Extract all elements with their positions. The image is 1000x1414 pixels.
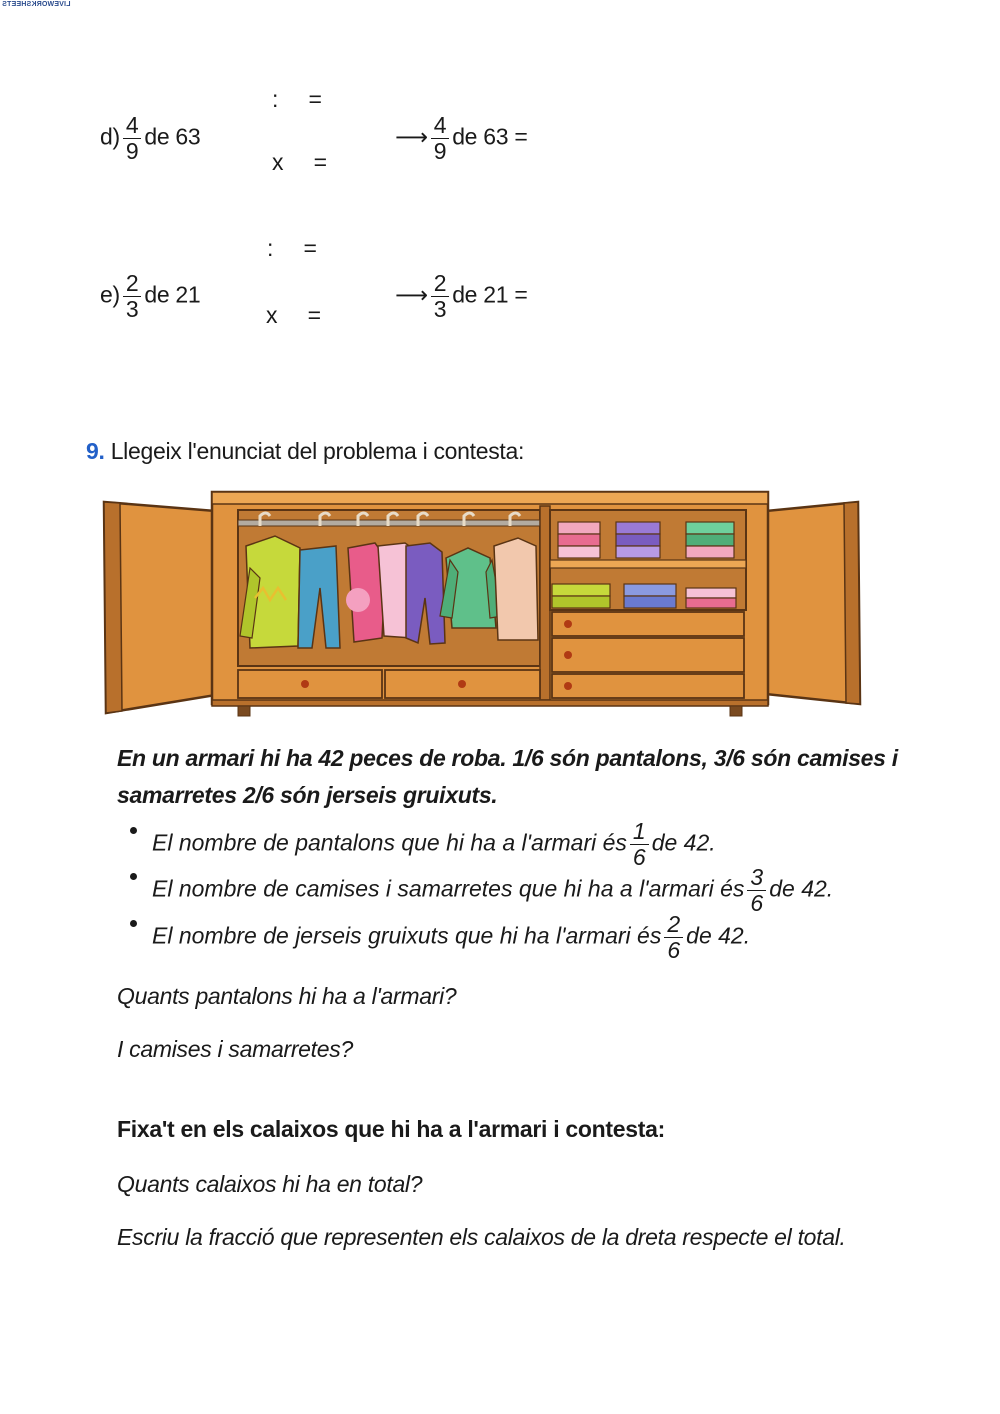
- exercise-e-result: [395, 272, 527, 321]
- arrow-icon: ⟶: [395, 281, 428, 308]
- fraction: $\frac{4}{9}$: [431, 114, 450, 163]
- bullet-dot-icon: [130, 920, 137, 927]
- question-drawers-fraction: Escriu la fracció que representen els calaixos de la dreta respecte el total.: [117, 1224, 846, 1250]
- bullet-item: El nombre de camises i samarretes que hi ha a l'armari és $\frac{3}{6}$ de 42.: [152, 866, 833, 915]
- bullet-dot-icon: [130, 873, 137, 880]
- fraction: $\frac{3}{6}$: [747, 866, 766, 915]
- problem-statement-line1: En un armari hi ha 42 peces de roba. 1/6 són pantalons, 3/6 són camises i: [117, 745, 898, 771]
- right-drawers: [552, 612, 744, 698]
- question-title: Llegeix l'enunciat del problema i contesta:: [110, 438, 525, 464]
- exercise-d-step1: : =: [272, 86, 322, 112]
- fraction: $\frac{2}{6}$: [664, 913, 683, 962]
- question-trousers: Quants pantalons hi ha a l'armari?: [117, 983, 457, 1009]
- result-of-text: de 63 =: [452, 123, 528, 150]
- fraction: $\frac{1}{6}$: [630, 820, 649, 869]
- fraction: $\frac{4}{9}$: [123, 114, 142, 163]
- problem-statement-line2: samarretes 2/6 són jerseis gruixuts.: [117, 782, 498, 808]
- fraction: $\frac{2}{3}$: [123, 272, 142, 321]
- exercise-e-step1: : =: [267, 235, 317, 261]
- wardrobe-illustration: [100, 488, 865, 723]
- bullet-dot-icon: [130, 827, 137, 834]
- exercise-of-text: de 21: [144, 281, 201, 308]
- exercise-d: [100, 114, 200, 163]
- liveworksheets-logo: LIVEWORKSHEETS: [2, 1, 71, 8]
- exercise-of-text: de 63: [144, 123, 201, 150]
- bullet-item: El nombre de jerseis gruixuts que hi ha l'armari és $\frac{2}{6}$ de 42.: [152, 913, 750, 962]
- exercise-e: [100, 272, 200, 321]
- drawers-heading: Fixa't en els calaixos que hi ha a l'armari i contesta:: [117, 1116, 665, 1142]
- question-9-heading: [86, 440, 524, 463]
- result-of-text: de 21 =: [452, 281, 528, 308]
- bottom-drawers: [238, 670, 540, 698]
- left-door: [104, 502, 228, 713]
- arrow-icon: ⟶: [395, 123, 428, 150]
- exercise-label: d): [100, 123, 120, 150]
- question-number: 9.: [86, 438, 105, 464]
- question-shirts: I camises i samarretes?: [117, 1036, 353, 1062]
- bullet-item: El nombre de pantalons que hi ha a l'armari és $\frac{1}{6}$ de 42.: [152, 820, 716, 869]
- exercise-d-result: [395, 114, 527, 163]
- exercise-label: e): [100, 281, 120, 308]
- exercise-d-step2: x =: [272, 149, 327, 175]
- question-drawers-total: Quants calaixos hi ha en total?: [117, 1171, 423, 1197]
- fraction: $\frac{2}{3}$: [431, 272, 450, 321]
- exercise-e-step2: x =: [266, 302, 321, 328]
- beige-coat: [494, 538, 538, 640]
